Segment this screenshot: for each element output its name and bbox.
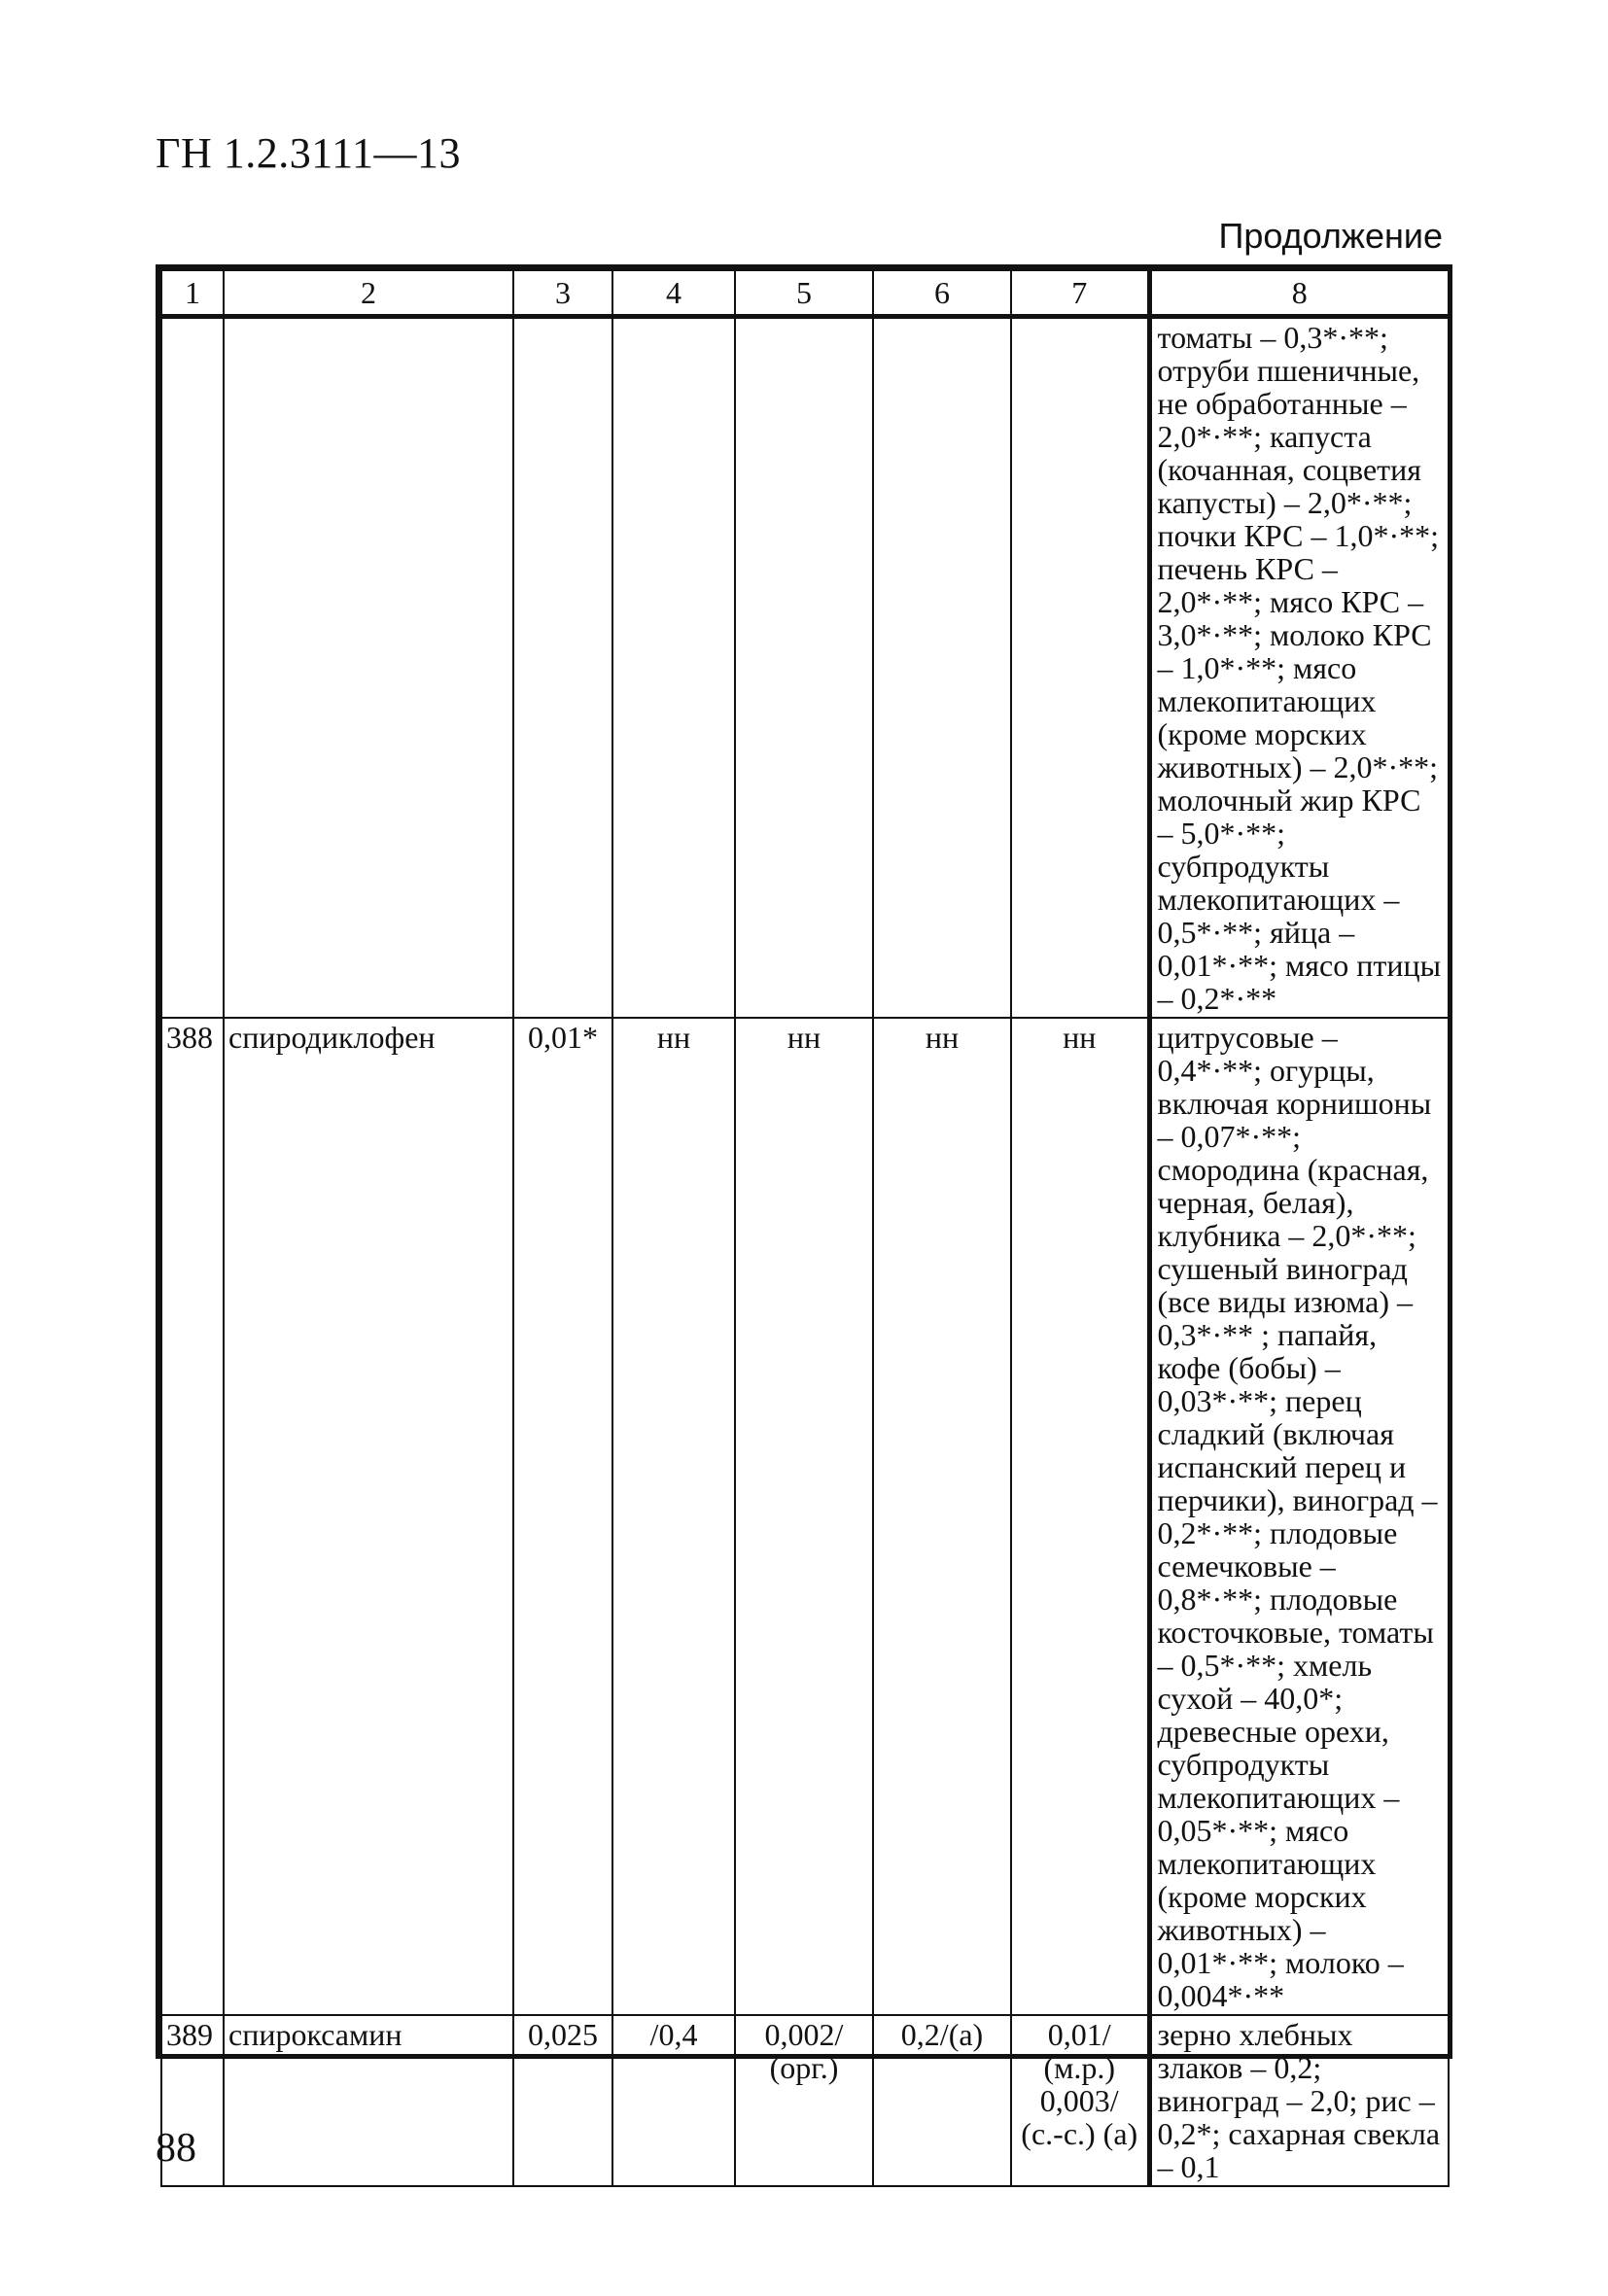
column-header-1: 1	[161, 270, 224, 317]
table-row-388	[161, 1018, 1449, 2015]
cell-col7-line: 0,01/	[1047, 2017, 1111, 2052]
cell-col3: 0,01*	[513, 1018, 612, 2015]
cell-col7: нн	[1011, 1018, 1149, 2015]
page-number: 88	[156, 2126, 196, 2171]
column-header-4: 4	[612, 270, 735, 317]
cell-col3	[513, 317, 612, 1019]
cell-number: 389	[161, 2015, 224, 2186]
cell-col4: нн	[612, 1018, 735, 2015]
cell-number	[161, 317, 224, 1019]
cell-col7-line: 0,003/	[1039, 2083, 1119, 2118]
cell-col4: /0,4	[612, 2015, 735, 2186]
cell-col5	[735, 2015, 873, 2186]
column-header-2: 2	[224, 270, 513, 317]
norms-table-grid	[160, 269, 1450, 2187]
cell-col5	[735, 317, 873, 1019]
column-header-7: 7	[1011, 270, 1149, 317]
cell-substance	[224, 317, 513, 1019]
cell-products-mrl: томаты – 0,3*·**; отруби пшеничные, не обработанные – 2,0*·**; капуста (кочанная, соцветия капусты) – 2,0*·**; почки КРС – 1,0*·**; печень КРС – 2,0*·**; мясо КРС – 3,0*·**; молоко КРС – 1,0*·**; мясо млекопитающих (кроме морских животных) – 2,0*·**; молочный жир КРС – 5,0*·**; субпродукты млекопитающих – 0,5*·**; яйца – 0,01*·**; мясо птицы – 0,2*·**	[1149, 317, 1449, 1019]
cell-col7-line: (с.-с.) (а)	[1021, 2116, 1138, 2151]
document-code: ГН 1.2.3111—13	[156, 129, 461, 177]
norms-table	[156, 264, 1452, 2184]
column-header-6: 6	[873, 270, 1011, 317]
cell-number: 388	[161, 1018, 224, 2015]
table-row-389	[161, 2015, 1449, 2186]
continuation-label: Продолжение	[1218, 216, 1443, 256]
cell-products-mrl: зерно хлебных злаков – 0,2; виноград – 2,0; рис – 0,2*; сахарная свекла – 0,1	[1149, 2015, 1449, 2186]
cell-col5-line: 0,002/	[764, 2017, 844, 2052]
cell-col5-line: (орг.)	[769, 2050, 839, 2085]
cell-col7	[1011, 317, 1149, 1019]
cell-col6: 0,2/(а)	[873, 2015, 1011, 2186]
cell-col6: нн	[873, 1018, 1011, 2015]
cell-col4	[612, 317, 735, 1019]
column-header-3: 3	[513, 270, 612, 317]
cell-col6	[873, 317, 1011, 1019]
table-header-row	[161, 270, 1449, 317]
cell-substance: спиродиклофен	[224, 1018, 513, 2015]
column-header-8: 8	[1149, 270, 1449, 317]
cell-substance: спироксамин	[224, 2015, 513, 2186]
cell-col7-line: (м.р.)	[1043, 2050, 1116, 2085]
table-row-continued	[161, 317, 1449, 1019]
cell-col5: нн	[735, 1018, 873, 2015]
cell-products-mrl: цитрусовые – 0,4*·**; огурцы, включая корнишоны – 0,07*·**; смородина (красная, черная, белая), клубника – 2,0*·**; сушеный виноград (все виды изюма) – 0,3*·** ; папайя, кофе (бобы) – 0,03*·**; перец сладкий (включая испанский перец и перчики), виноград – 0,2*·**; плодовые семечковые – 0,8*·**; плодовые косточковые, томаты – 0,5*·**; хмель сухой – 40,0*; древесные орехи, субпродукты млекопитающих – 0,05*·**; мясо млекопитающих (кроме морских животных) – 0,01*·**; молоко – 0,004*·**	[1149, 1018, 1449, 2015]
cell-col3: 0,025	[513, 2015, 612, 2186]
column-header-5: 5	[735, 270, 873, 317]
cell-col7	[1011, 2015, 1149, 2186]
